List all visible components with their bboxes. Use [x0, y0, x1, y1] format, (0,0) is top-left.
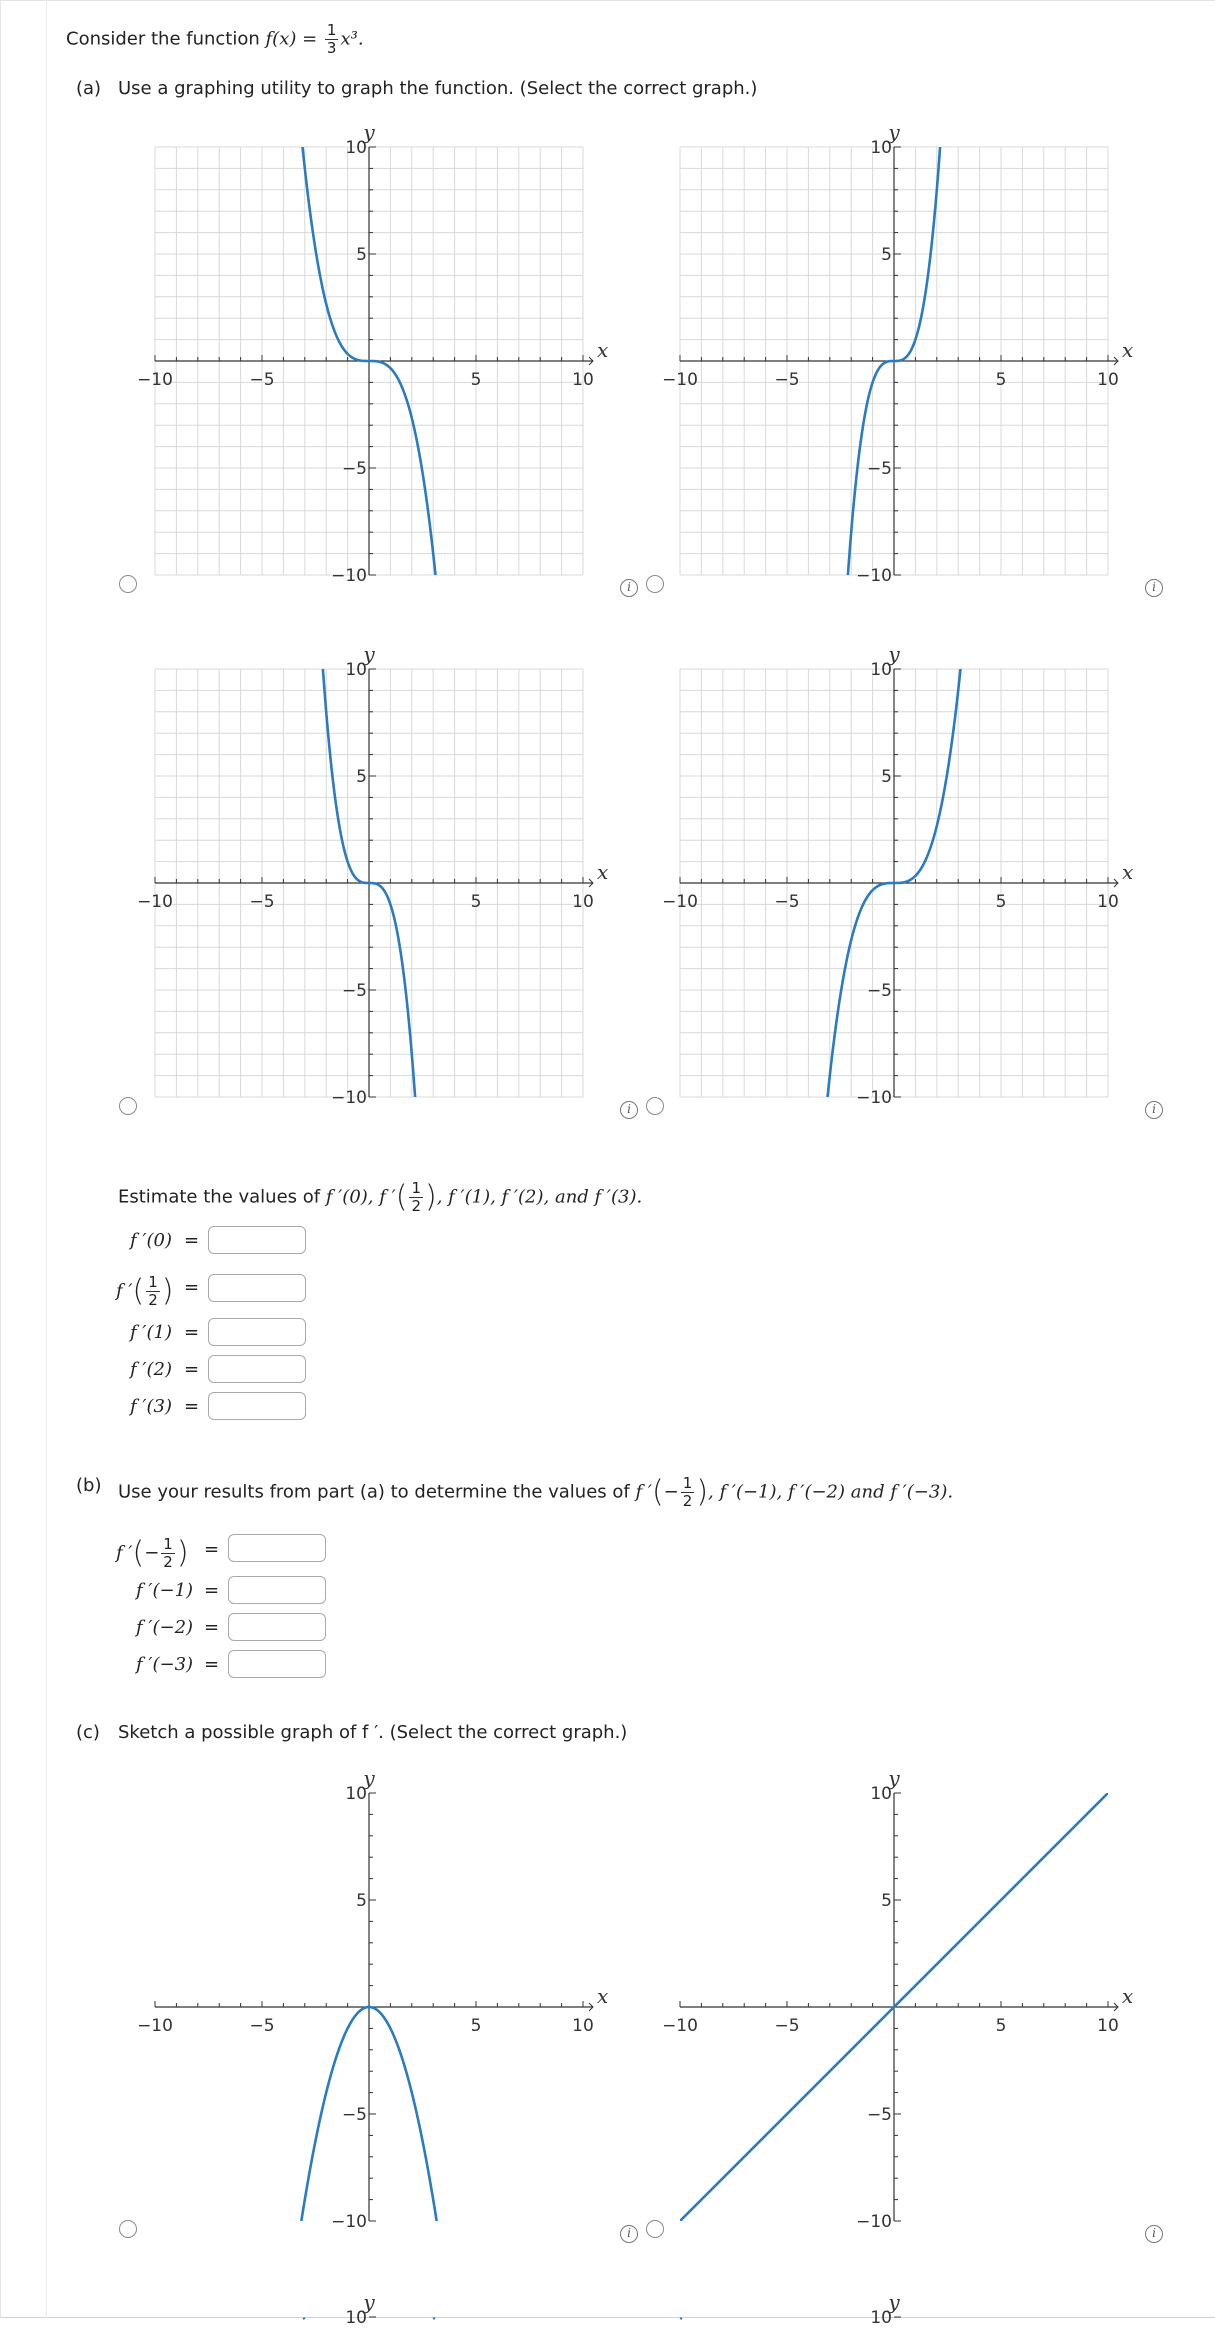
x-tick-label: 10	[572, 892, 594, 912]
y-tick-label: −10	[856, 1088, 892, 1108]
part-a-prompt: Use a graphing utility to graph the function. (Select the correct graph.)	[118, 78, 758, 99]
x-axis-label: x	[597, 860, 609, 884]
x-tick-label: −5	[774, 370, 800, 390]
x-tick-label: 10	[572, 2016, 594, 2036]
equals-sign: =	[204, 1580, 220, 1601]
equals-sign: =	[184, 1230, 200, 1251]
equals-sign: =	[204, 1539, 220, 1560]
x-tick-label: −10	[137, 2016, 173, 2036]
graph-option-a1	[137, 110, 620, 590]
x-tick-label: −10	[662, 370, 698, 390]
x-tick-label: 10	[1097, 370, 1119, 390]
graph-option-a3	[137, 632, 620, 1112]
y-tick-label: −5	[866, 459, 892, 479]
equals-sign: =	[184, 1396, 200, 1417]
info-icon[interactable]: i	[1145, 1101, 1163, 1119]
part-b-prompt: Use your results from part (a) to determine the values of f ′(− $\frac{1}{2}$ ), f ′(−1), f ′(−2) and f ′(−3).	[118, 1474, 954, 1510]
y-tick-label: 10	[345, 1784, 367, 1804]
equals-sign: =	[204, 1617, 220, 1638]
answer-fprime-neg3[interactable]	[228, 1650, 326, 1678]
x-tick-label: −10	[662, 2016, 698, 2036]
part-c-label: (c)	[76, 1722, 100, 1743]
y-tick-label: 5	[881, 245, 892, 265]
equals-sign: =	[204, 1654, 220, 1675]
x-tick-label: 10	[1097, 2016, 1119, 2036]
answer-fprime-3[interactable]	[208, 1392, 306, 1420]
part-b-label: (b)	[76, 1475, 102, 1496]
part-a-label: (a)	[76, 78, 102, 99]
answer-fprime-neg2[interactable]	[228, 1613, 326, 1641]
x-tick-label: −5	[249, 892, 275, 912]
y-tick-label: 10	[870, 2308, 892, 2328]
radio-option-a3[interactable]	[119, 1097, 137, 1115]
radio-option-a1[interactable]	[119, 575, 137, 593]
x-tick-label: 5	[470, 2016, 482, 2036]
x-tick-label: −10	[662, 892, 698, 912]
intro-text: Consider the function f(x) = $\frac{1}{3}$ x³.	[66, 21, 364, 57]
x-tick-label: 10	[1097, 892, 1119, 912]
radio-option-a2[interactable]	[646, 575, 664, 593]
answer-fprime-neg1[interactable]	[228, 1576, 326, 1604]
graph-option-c1	[137, 1756, 620, 2236]
y-axis-label: y	[363, 642, 375, 666]
estimate-prompt: Estimate the values of f ′(0), f ′( $\frac{1}{2}$ ), f ′(1), f ′(2), and f ′(3).	[118, 1179, 643, 1215]
x-axis-label: x	[1122, 1984, 1134, 2008]
y-axis-label: y	[888, 2290, 900, 2314]
field-label-fprime-neg-half: f ′(− $\frac{1}{2}$ )	[116, 1535, 189, 1571]
x-tick-label: −5	[774, 892, 800, 912]
info-icon[interactable]: i	[620, 1101, 638, 1119]
y-axis-label: y	[888, 1766, 900, 1790]
curve-stub	[303, 2318, 305, 2319]
y-tick-label: −5	[341, 981, 367, 1001]
y-tick-label: −10	[856, 2212, 892, 2232]
x-axis-label: x	[1122, 860, 1134, 884]
curve-stub	[433, 2318, 435, 2319]
graph-option-c2	[662, 1756, 1145, 2236]
y-tick-label: 5	[881, 767, 892, 787]
field-label-fprime-neg2: f ′(−2)	[136, 1617, 194, 1638]
x-axis-label: x	[597, 338, 609, 362]
x-tick-label: −5	[249, 2016, 275, 2036]
y-tick-label: −10	[331, 566, 367, 586]
graph-option-a2	[662, 110, 1145, 590]
equals-sign: =	[184, 1322, 200, 1343]
y-tick-label: 10	[870, 138, 892, 158]
field-label-fprime-half: f ′( $\frac{1}{2}$ )	[116, 1273, 174, 1309]
graph-option-c3-partial	[140, 2280, 620, 2328]
x-tick-label: 5	[995, 892, 1007, 912]
field-label-fprime-1: f ′(1)	[130, 1322, 172, 1343]
x-axis-label: x	[1122, 338, 1134, 362]
info-icon[interactable]: i	[620, 2225, 638, 2243]
y-axis-label: y	[363, 2290, 375, 2314]
x-tick-label: −10	[137, 370, 173, 390]
radio-option-c2[interactable]	[646, 2220, 664, 2238]
equals-sign: =	[184, 1359, 200, 1380]
answer-fprime-2[interactable]	[208, 1355, 306, 1383]
field-label-fprime-0: f ′(0)	[130, 1230, 172, 1251]
y-tick-label: 10	[345, 660, 367, 680]
y-tick-label: 5	[881, 1891, 892, 1911]
info-icon[interactable]: i	[620, 579, 638, 597]
y-tick-label: −5	[866, 2105, 892, 2125]
x-tick-label: −5	[774, 2016, 800, 2036]
field-label-fprime-neg1: f ′(−1)	[136, 1580, 194, 1601]
graph-option-a4	[662, 632, 1145, 1112]
answer-fprime-half[interactable]	[208, 1274, 306, 1302]
x-tick-label: −10	[137, 892, 173, 912]
y-tick-label: 10	[345, 138, 367, 158]
info-icon[interactable]: i	[1145, 579, 1163, 597]
y-tick-label: −5	[341, 459, 367, 479]
y-axis-label: y	[888, 120, 900, 144]
y-tick-label: −10	[856, 566, 892, 586]
x-tick-label: 10	[572, 370, 594, 390]
radio-option-c1[interactable]	[119, 2220, 137, 2238]
y-tick-label: −10	[331, 1088, 367, 1108]
x-tick-label: 5	[470, 892, 482, 912]
y-tick-label: 10	[870, 660, 892, 680]
answer-fprime-neg-half[interactable]	[228, 1534, 326, 1562]
field-label-fprime-2: f ′(2)	[130, 1359, 172, 1380]
y-tick-label: −5	[866, 981, 892, 1001]
answer-fprime-1[interactable]	[208, 1318, 306, 1346]
info-icon[interactable]: i	[1145, 2225, 1163, 2243]
x-axis-label: x	[597, 1984, 609, 2008]
y-axis-label: y	[363, 120, 375, 144]
y-tick-label: 5	[356, 1891, 367, 1911]
y-tick-label: −5	[341, 2105, 367, 2125]
y-tick-label: 10	[345, 2308, 367, 2328]
curve-stub	[680, 2318, 682, 2319]
radio-option-a4[interactable]	[646, 1097, 664, 1115]
y-axis-label: y	[888, 642, 900, 666]
x-tick-label: 5	[995, 2016, 1007, 2036]
y-tick-label: 5	[356, 767, 367, 787]
field-label-fprime-3: f ′(3)	[130, 1396, 172, 1417]
equals-sign: =	[184, 1277, 200, 1298]
y-tick-label: 5	[356, 245, 367, 265]
graph-option-c4-partial	[665, 2280, 1145, 2328]
x-tick-label: 5	[470, 370, 482, 390]
left-margin-line	[46, 0, 47, 2318]
y-axis-label: y	[363, 1766, 375, 1790]
x-tick-label: 5	[995, 370, 1007, 390]
y-tick-label: 10	[870, 1784, 892, 1804]
answer-fprime-0[interactable]	[208, 1226, 306, 1254]
y-tick-label: −10	[331, 2212, 367, 2232]
field-label-fprime-neg3: f ′(−3)	[136, 1654, 194, 1675]
part-c-prompt: Sketch a possible graph of f ′. (Select the correct graph.)	[118, 1722, 628, 1743]
x-tick-label: −5	[249, 370, 275, 390]
